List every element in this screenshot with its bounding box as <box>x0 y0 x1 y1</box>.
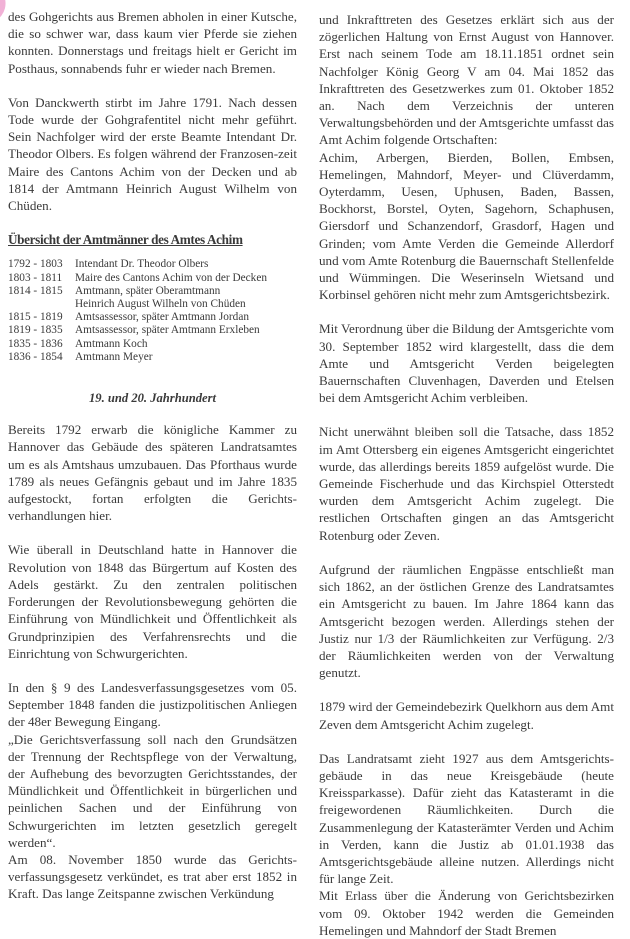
paragraph-danckwerth: Von Danckwerth stirbt im Jahre 1791. Nach dessen Tode wurde der Gohgrafentitel nicht mehr geführt. Sein Nachfolger wird der erste Beamte Intendant Dr. Theodor Olbers. Es folgen während der Franzosen-zeit Maire des Cantons Achim von der Decken und ab 1814 der Amtmann Heinrich August Wilhelm von Chüden. <box>8 94 297 214</box>
left-column <box>8 0 297 903</box>
official-row <box>8 272 297 285</box>
paragraph-revolution: Wie überall in Deutschland hatte in Hannover die Revolution von 1848 das Bürgertum auf Kosten des Adels gestärkt. Zu den zentralen politischen Forderungen der Revolutionsbewegung gehörten die Einführung von Mündlichkeit und Öffentlichkeit als Grundprinzipien des Verfahrensrechts und die Einrichtung von Schwurgerichten. <box>8 542 297 661</box>
official-row <box>8 311 297 324</box>
official-name: Intendant Dr. Theodor Olbers <box>75 258 209 271</box>
official-row <box>8 324 297 337</box>
official-name: Amtmann Meyer <box>75 350 153 363</box>
section-title: 19. und 20. Jahrhundert <box>88 391 217 406</box>
official-years: 1819 - 1835 <box>8 324 63 337</box>
overview-heading: Übersicht der Amtmänner des Amtes Achim <box>8 232 243 248</box>
official-years: 1803 - 1811 <box>8 271 63 284</box>
paragraph-gerichtsverfassungsgesetz: Am 08. November 1850 wurde das Gerichts-verfassungsgesetz verkündet, es trat aber erst 1852 in Kraft. Das lange Zeitspanne zwischen Verkündung <box>8 851 297 902</box>
pink-corner-decoration <box>0 0 8 23</box>
officials-list <box>8 258 297 364</box>
paragraph-amtshaus: Bereits 1792 erwarb die königliche Kammer zu Hannover das Gebäude des späteren Landratsamtes um es als Amtshaus umzubauen. Das Pforthaus wurde 1789 als neues Gefängnis gebaut und im Jahre 1835 aufgestockt, fortan erfolgten die Gerichts-verhandlungen hier. <box>8 422 297 524</box>
paragraph-ottersberg: Nicht unerwähnt bleiben soll die Tatsache, dass 1852 im Amt Ottersberg ein eigenes Amtsgericht eingerichtet wurde, das allerdings bereits 1859 aufgelöst wurde. Die Gemeinde Fischerhude und das Kirchspiel Otterstedt wurden dem Amtsgericht Achim zugelegt. Die restlichen Ortschaften gingen an das Amtsgericht Rotenburg oder Zeven. <box>319 424 614 543</box>
official-row <box>8 285 297 298</box>
paragraph-ortschaften: Achim, Arbergen, Bierden, Bollen, Embsen, Hemelingen, Mahndorf, Meyer- und Clüverdamm, Oyterdamm, Uesen, Uphusen, Baden, Bassen, Bockhorst, Borstel, Oyten, Sagehorn, Schaphusen, Giersdorf und Schanzendorf, Grasdorf, Hagen und Grinden; vom Amte Verden die Gemeinde Allerdorf und vom Amte Rotenburg die Bauernschaft Stellenfelde und Wümmingen. Die Weserinseln Wietsand und Korbinsel gehören nicht mehr zum Amtsgerichtsbezirk. <box>319 149 614 303</box>
official-row <box>8 298 297 311</box>
paragraph-verordnung: Mit Verordnung über die Bildung der Amtsgerichte vom 30. September 1852 wird klargestellt, dass die dem Amte und Amtsgericht Verden beigelegten Bauernschaften Cluvenhagen, Daverden und Etelsen bei dem Amtsgericht Achim verbleiben. <box>319 321 614 406</box>
official-name: Amtmann, später Oberamtmann <box>75 284 221 297</box>
paragraph-gohgericht: des Gohgerichts aus Bremen abholen in einer Kutsche, die so schwer war, dass kaum vier Pferde sie ziehen konnten. Donnerstags und freitags hielt er Gericht im Posthaus, sonnabends fuhr er wieder nach Bremen. <box>8 9 297 76</box>
official-name: Amtmann Koch <box>75 337 148 350</box>
paragraph-landesverfassung: In den § 9 des Landesverfassungsgesetzes vom 05. September 1848 fanden die justizpolitischen Anliegen der 48er Bewegung Eingang. <box>8 679 297 730</box>
paragraph-inkrafttreten: und Inkrafttreten des Gesetzes erklärt sich aus der zögerlichen Haltung von Ernst August von Hannover. Erst nach seinem Tode am 18.11.1851 ordnet sein Nachfolger König Georg V am 04. Mai 1852 das Inkrafttreten des Gesetzwerkes zum 01. Oktober 1852 an. Nach dem Verzeichnis der unteren Verwaltungsbehörden und der Amtsgerichte umfasst das Amt Achim folgende Ortschaften: <box>319 12 614 148</box>
official-row <box>8 338 297 351</box>
official-name: Maire des Cantons Achim von der Decken <box>75 271 267 284</box>
paragraph-erlass: Mit Erlass über die Änderung von Gerichtsbezirken vom 09. Oktober 1942 werden die Gemeinden Hemelingen und Mahndorf der Stadt Bremen <box>319 888 614 938</box>
official-years: 1814 - 1815 <box>8 284 63 297</box>
official-years: 1815 - 1819 <box>8 311 63 324</box>
official-years: 1835 - 1836 <box>8 337 63 350</box>
official-row <box>8 351 297 364</box>
official-row <box>8 258 297 271</box>
official-years: 1836 - 1854 <box>8 350 63 363</box>
paragraph-quelkhorn: 1879 wird der Gemeindebezirk Quelkhorn aus dem Amt Zeven dem Amtsgericht Achim zugelegt. <box>319 699 614 732</box>
official-name: Amtsassessor, später Amtmann Erxleben <box>75 324 260 337</box>
official-name: Heinrich August Wilheln von Chüden <box>75 298 246 311</box>
official-years <box>8 298 75 311</box>
official-years: 1792 - 1803 <box>8 258 63 271</box>
official-name: Amtsassessor, später Amtmann Jordan <box>75 311 249 324</box>
right-column <box>319 0 614 939</box>
paragraph-quote: „Die Gerichtsverfassung soll nach den Grundsätzen der Trennung der Rechtspflege von der Verwaltung, der Aufhebung des bevorzugten Gerichtsstandes, der Mündlichkeit und Öffentlichkeit in bürgerlichen und peinlichen Sachen und der Einführung von Schwurgerichten im letzten gesetzlich geregelt werden“. <box>8 731 297 850</box>
paragraph-landratsamt: Das Landratsamt zieht 1927 aus dem Amtsgerichts-gebäude in das neue Kreisgebäude (heute Kreissparkasse). Dafür zieht das Katasteramt in die freigewordenen Räumlichkeiten. Durch die Zusammenlegung der Katasterämter Verden und Achim in Verden, kann die Justiz ab 01.01.1938 das Amtsgerichtsgebäude alleine nutzen. Allerdings nicht für lange Zeit. <box>319 750 614 887</box>
paragraph-engpaesse: Aufgrund der räumlichen Engpässe entschließt man sich 1862, an der östlichen Grenze des Landratsamtes ein Amtsgericht zu bauen. Im Jahre 1864 kann das Amtsgericht bezogen werden. Allerdings stehen der Justiz nur 1/3 der Räumlichkeiten zur Verfügung. 2/3 der Räumlichkeiten werden von der Verwaltung genutzt. <box>319 561 614 681</box>
